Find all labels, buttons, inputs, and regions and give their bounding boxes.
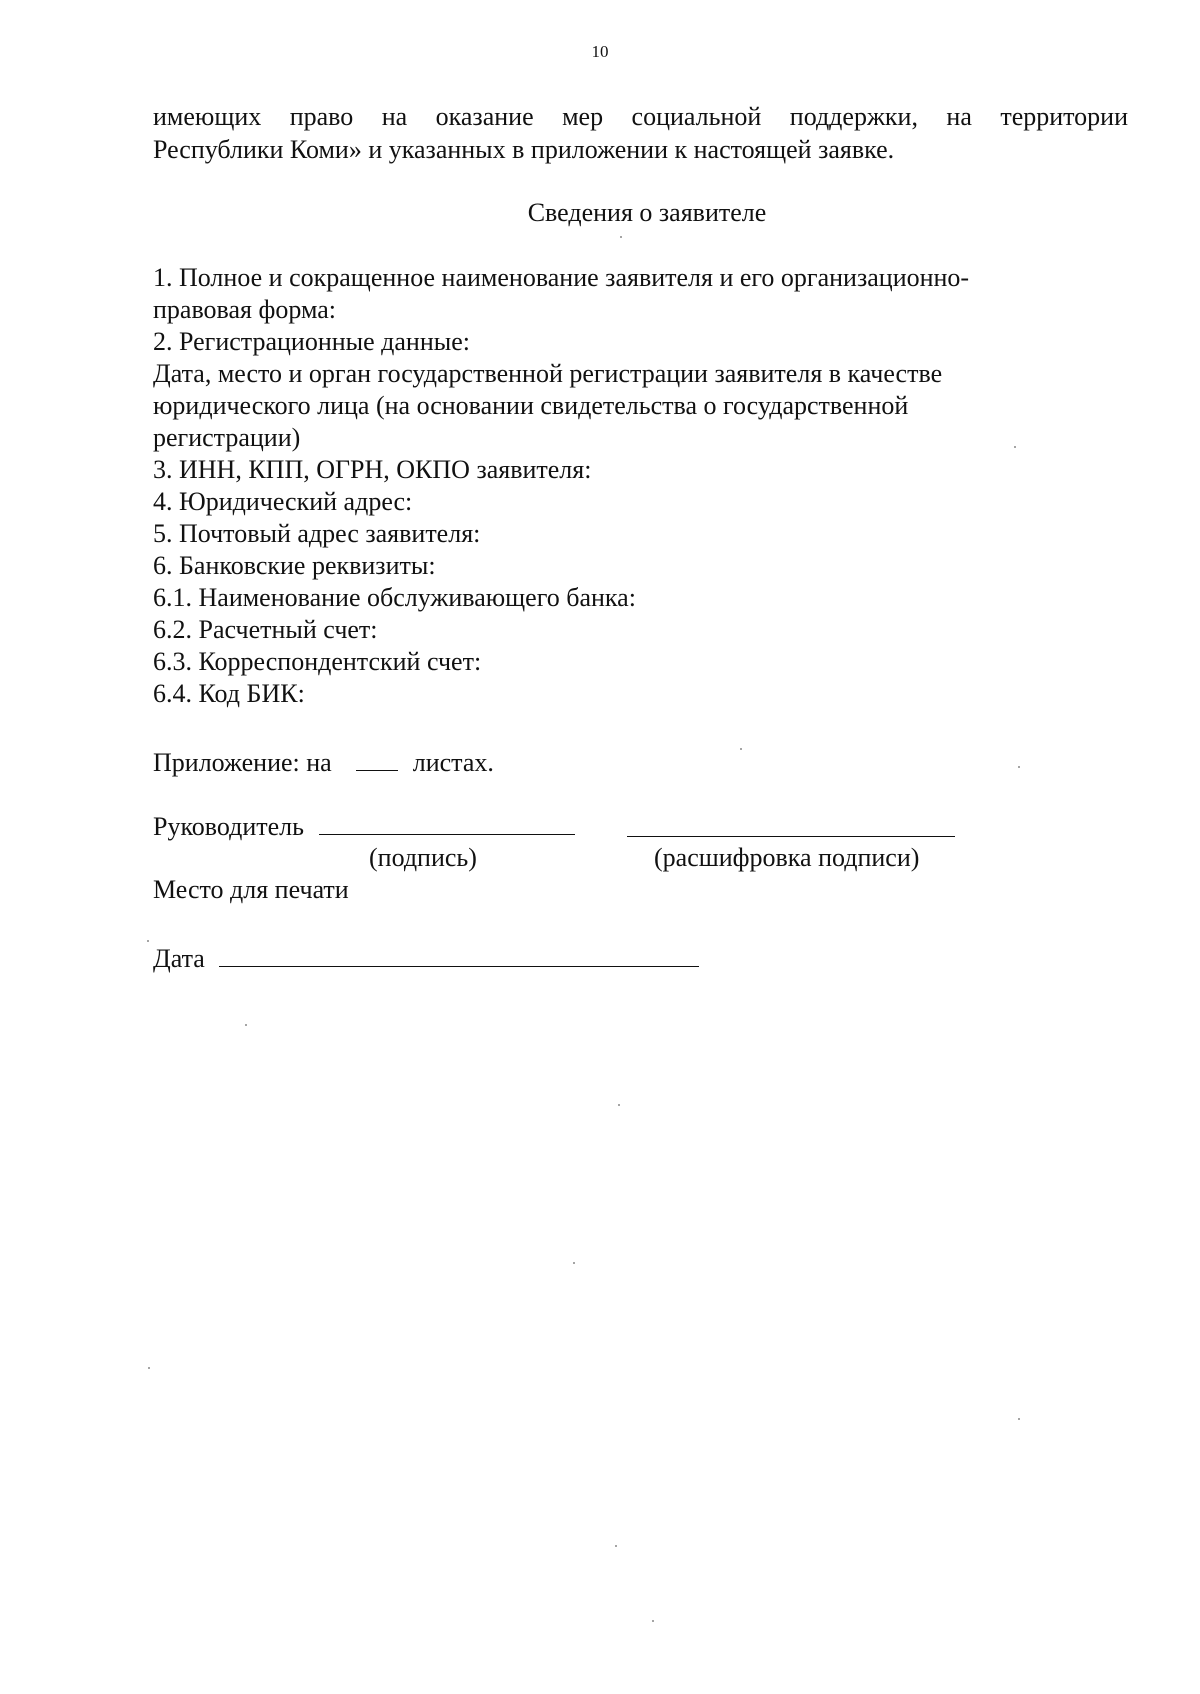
head-signature-line xyxy=(153,810,575,842)
attachment-sheets-blank[interactable] xyxy=(356,746,398,771)
item-2-detail-line-1: Дата, место и орган государственной регистрации заявителя в качестве xyxy=(153,359,943,388)
scan-speck xyxy=(618,1104,620,1106)
scan-speck xyxy=(245,1024,247,1026)
scan-speck xyxy=(1014,446,1016,448)
scan-speck xyxy=(615,1545,617,1547)
date-label: Дата xyxy=(153,944,205,973)
item-4: 4. Юридический адрес: xyxy=(153,487,413,516)
item-2-detail-line-3: регистрации) xyxy=(153,423,301,452)
scan-speck xyxy=(740,748,742,750)
signature-caption: (подпись) xyxy=(369,843,477,872)
item-6-3: 6.3. Корреспондентский счет: xyxy=(153,647,482,676)
item-6-4: 6.4. Код БИК: xyxy=(153,679,305,708)
attachment-prefix: Приложение: на xyxy=(153,748,332,777)
scan-speck xyxy=(148,1367,150,1369)
intro-paragraph xyxy=(153,100,1128,166)
stamp-place: Место для печати xyxy=(153,875,349,904)
scan-speck xyxy=(652,1620,654,1622)
item-5: 5. Почтовый адрес заявителя: xyxy=(153,519,481,548)
item-6-1: 6.1. Наименование обслуживающего банка: xyxy=(153,583,636,612)
scan-speck xyxy=(1018,766,1020,768)
section-heading: Сведения о заявителе xyxy=(527,198,767,227)
intro-line-2: Республики Коми» и указанных в приложении к настоящей заявке. xyxy=(153,135,895,164)
date-blank[interactable] xyxy=(219,942,699,967)
date-line xyxy=(153,942,699,974)
attachment-suffix: листах. xyxy=(412,748,494,777)
item-6: 6. Банковские реквизиты: xyxy=(153,551,436,580)
signature-decode-caption: (расшифровка подписи) xyxy=(654,843,920,872)
item-1-line-2: правовая форма: xyxy=(153,295,336,324)
scan-speck xyxy=(573,1262,575,1264)
signature-decode-blank[interactable] xyxy=(627,812,955,837)
item-2-detail-line-2: юридического лица (на основании свидетельства о государственной xyxy=(153,391,909,420)
scan-speck xyxy=(147,940,149,942)
item-3: 3. ИНН, КПП, ОГРН, ОКПО заявителя: xyxy=(153,455,592,484)
attachment-line xyxy=(153,746,494,778)
item-1-line-1: 1. Полное и сокращенное наименование заявителя и его организационно- xyxy=(153,263,970,292)
head-label: Руководитель xyxy=(153,812,304,841)
item-2: 2. Регистрационные данные: xyxy=(153,327,470,356)
scan-speck xyxy=(1018,1418,1020,1420)
applicant-info-list xyxy=(153,262,1093,710)
page-number: 10 xyxy=(591,42,609,61)
signature-blank[interactable] xyxy=(319,810,575,835)
scan-speck xyxy=(620,236,622,238)
intro-line-1: имеющих право на оказание мер социальной поддержки, на территории xyxy=(153,102,1128,131)
item-6-2: 6.2. Расчетный счет: xyxy=(153,615,378,644)
